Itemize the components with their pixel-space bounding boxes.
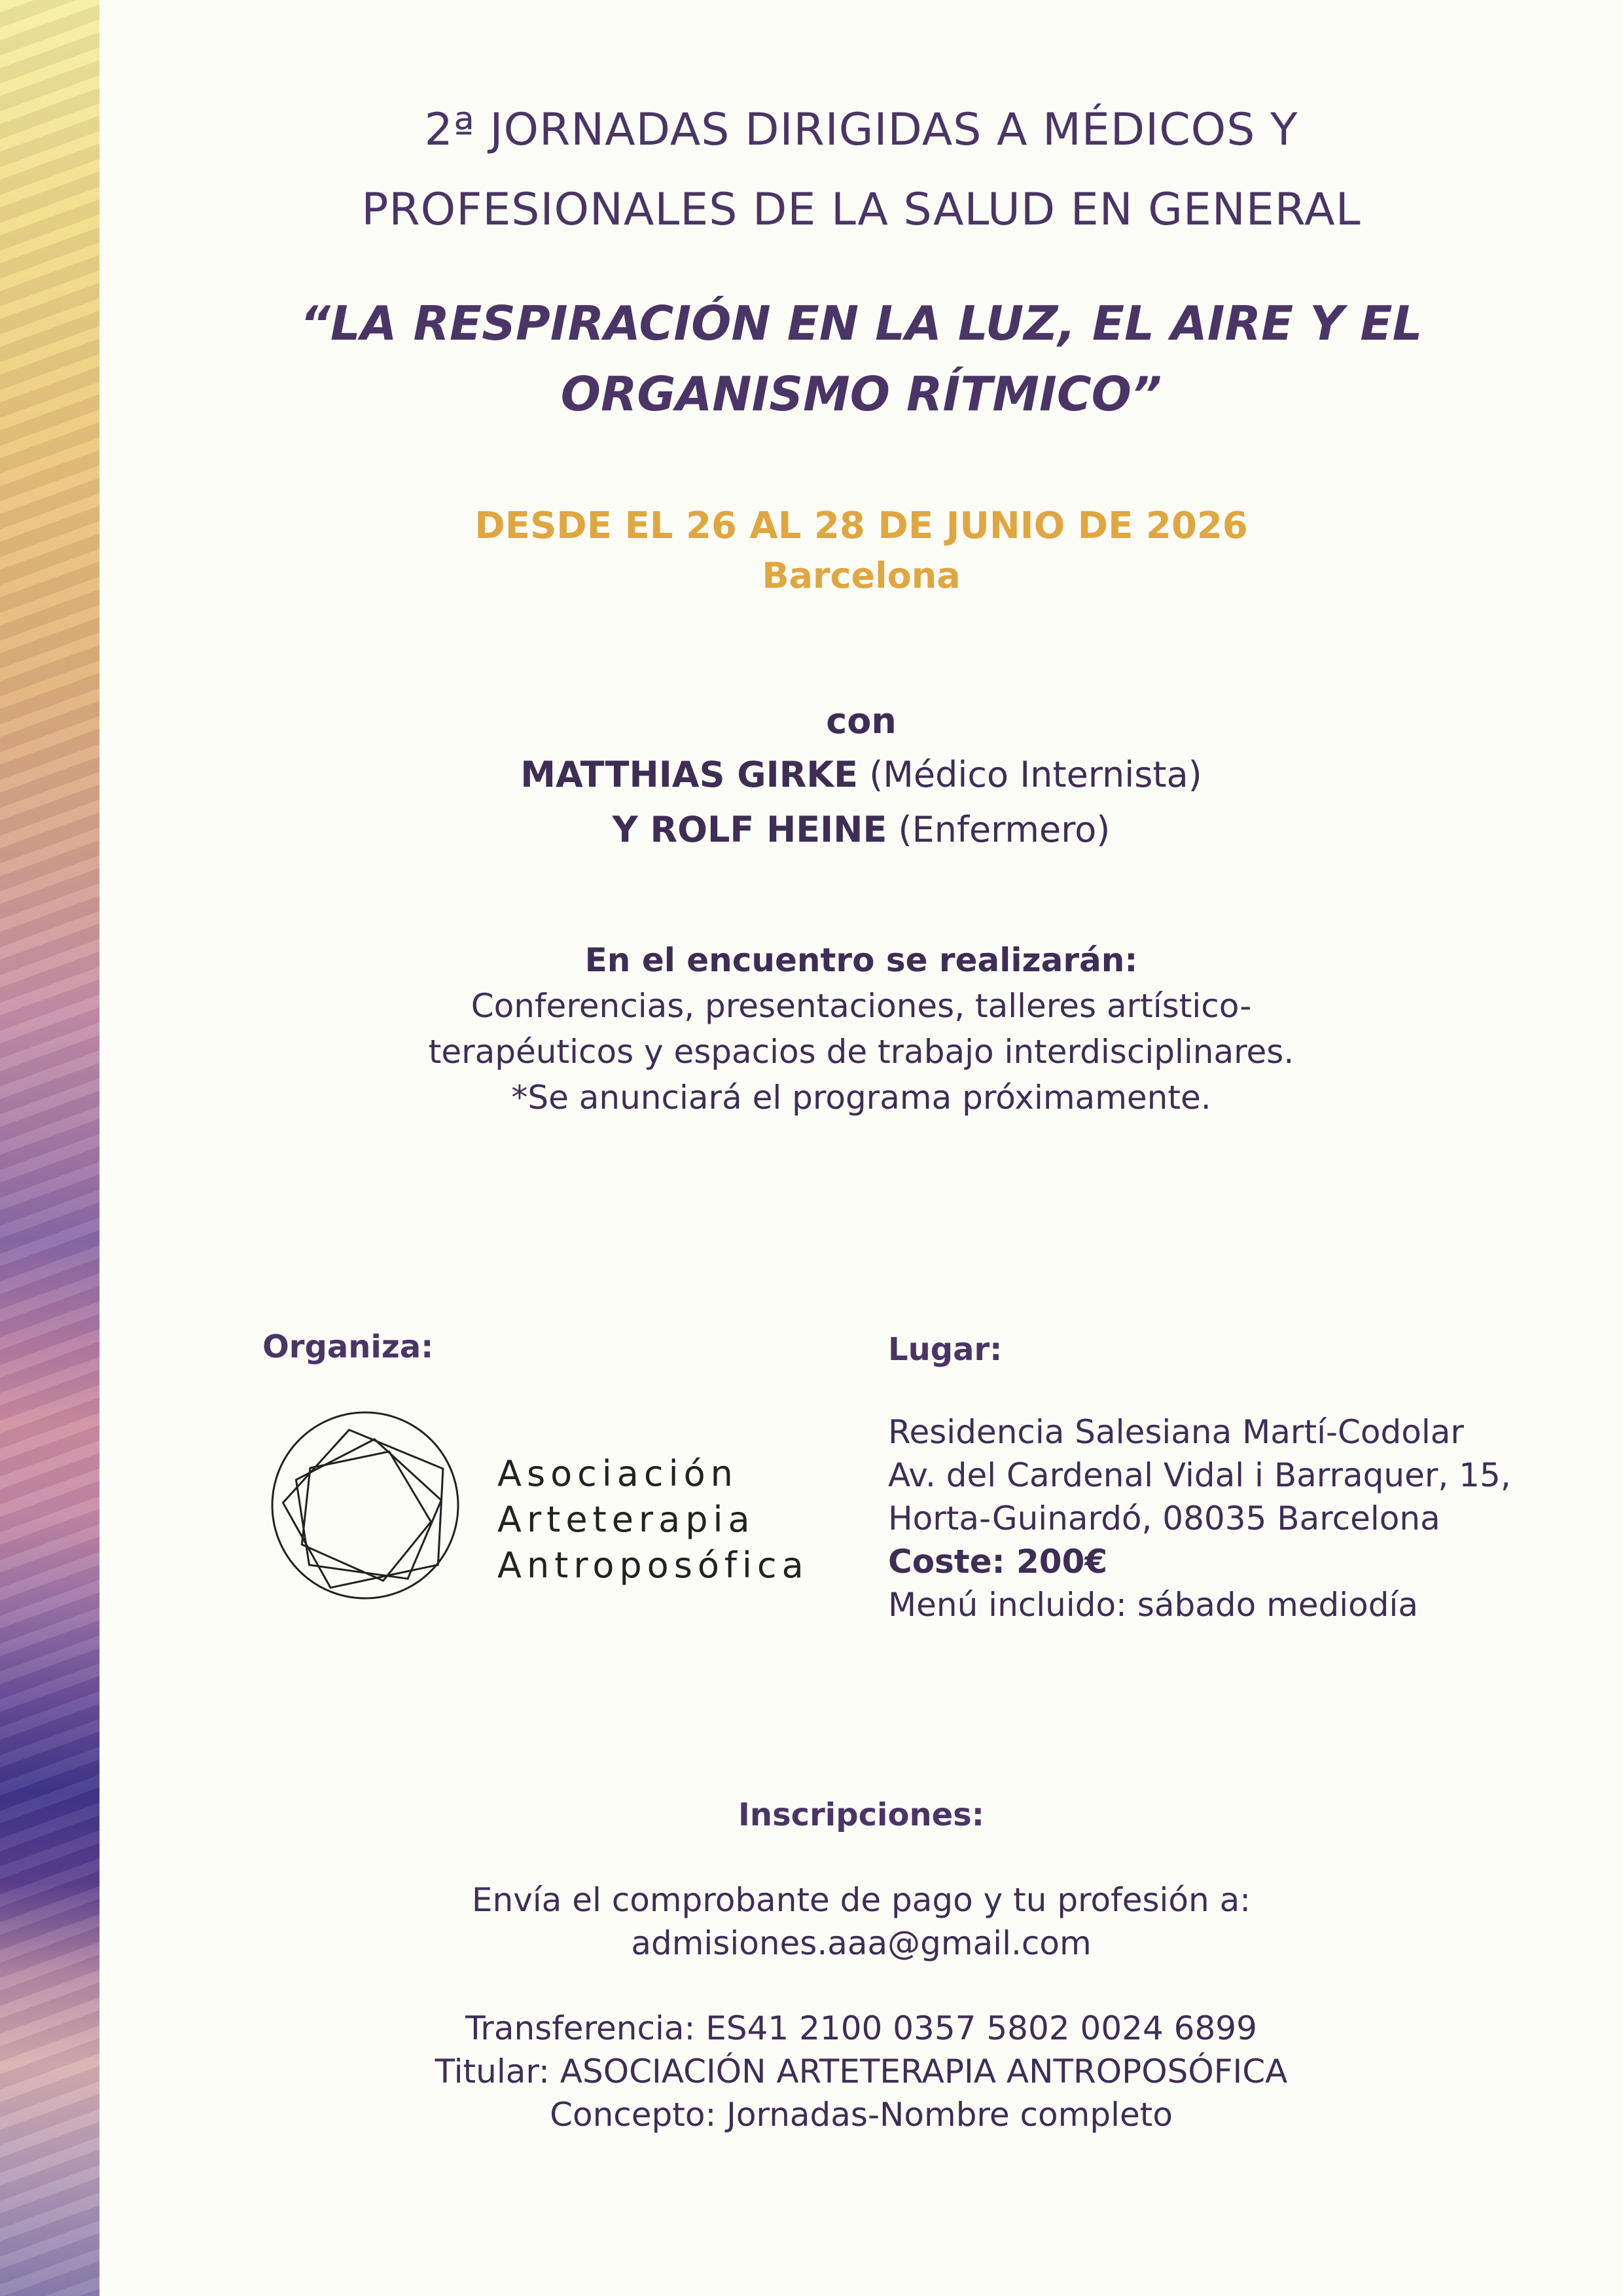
payment-concept: Concepto: Jornadas-Nombre completo [550, 2096, 1173, 2134]
speakers-block [99, 695, 1623, 857]
logo-text-line-3: Antroposófica [497, 1545, 809, 1586]
venue-name: Residencia Salesiana Martí-Codolar [888, 1413, 1464, 1451]
logo-text-line-1: Asociación [497, 1453, 738, 1494]
program-line-2: terapéuticos y espacios de trabajo interdisciplinares. [428, 1033, 1294, 1071]
registration-instruction: Envía el comprobante de pago y tu profesión a: [471, 1881, 1251, 1919]
venue-address-2: Horta-Guinardó, 08035 Barcelona [888, 1499, 1440, 1537]
venue-cost: Coste: 200€ [888, 1543, 1108, 1581]
speaker-1-name: MATTHIAS GIRKE [520, 754, 859, 795]
venue-details [888, 1410, 1511, 1626]
registration-contact [99, 1878, 1623, 1965]
payment-holder: Titular: ASOCIACIÓN ARTETERAPIA ANTROPOSÓFICA [435, 2053, 1288, 2090]
program-heading: En el encuentro se realizarán: [584, 941, 1138, 979]
venue-menu: Menú incluido: sábado mediodía [888, 1586, 1419, 1624]
title-line-1: 2ª JORNADAS DIRIGIDAS A MÉDICOS Y [424, 104, 1298, 156]
registration-heading: Inscripciones: [738, 1797, 984, 1833]
venue-label: Lugar: [888, 1331, 1003, 1368]
event-dates: DESDE EL 26 AL 28 DE JUNIO DE 2026 [474, 505, 1248, 547]
title-line-2: PROFESIONALES DE LA SALUD EN GENERAL [361, 184, 1361, 236]
program-line-3: *Se anunciará el programa próximamente. [511, 1079, 1211, 1117]
organizer-logo-icon [260, 1407, 483, 1604]
speaker-2-name: Y ROLF HEINE [612, 809, 887, 850]
event-subtitle [99, 288, 1623, 429]
payment-details [99, 2007, 1623, 2136]
program-line-1: Conferencias, presentaciones, talleres artístico- [471, 987, 1252, 1025]
speakers-intro: con [826, 700, 897, 742]
subtitle-line-2: ORGANISMO RÍTMICO” [560, 367, 1162, 422]
logo-text-line-2: Arteterapia [497, 1499, 755, 1540]
page-title [99, 90, 1623, 250]
decorative-watercolor-strip [0, 0, 99, 2296]
payment-transfer: Transferencia: ES41 2100 0357 5802 0024 6899 [465, 2009, 1257, 2047]
program-block [99, 937, 1623, 1121]
speaker-2-role: (Enfermero) [898, 809, 1111, 850]
venue-address-1: Av. del Cardenal Vidal i Barraquer, 15, [888, 1456, 1511, 1494]
speaker-1-role: (Médico Internista) [869, 754, 1202, 795]
event-city: Barcelona [762, 555, 961, 596]
organizer-label: Organiza: [262, 1329, 434, 1365]
registration-email-link[interactable]: admisiones.aaa@gmail.com [631, 1924, 1092, 1962]
subtitle-line-1: “LA RESPIRACIÓN EN LA LUZ, EL AIRE Y EL [300, 296, 1423, 351]
